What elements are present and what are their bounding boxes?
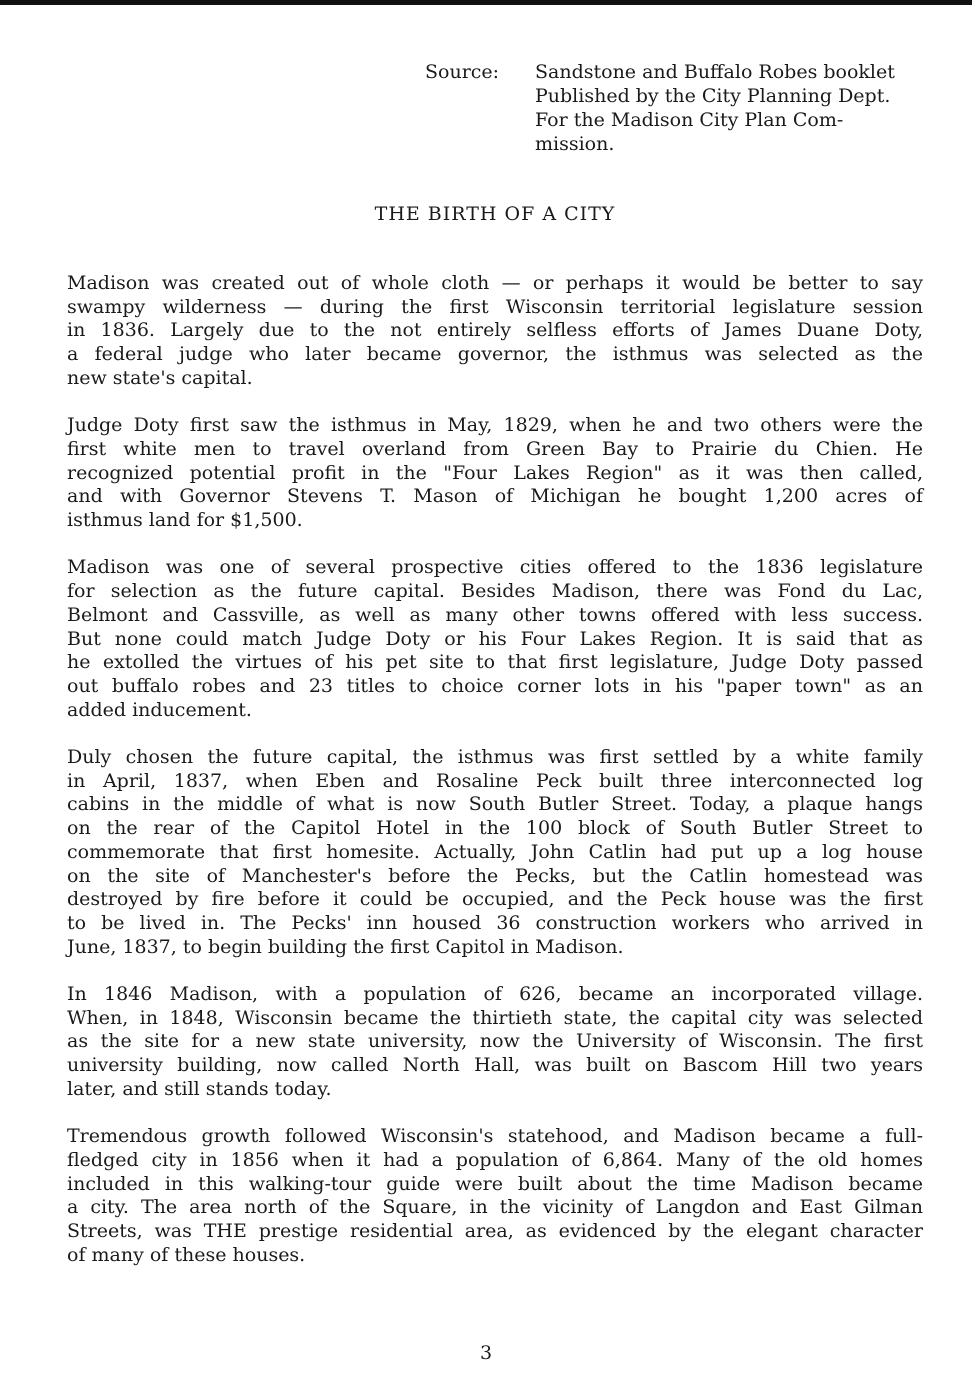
text-line: Madison was created out of whole cloth — or perhaps it would be better to say (67, 272, 923, 294)
text-line: included in this walking-tour guide were built about the time Madison became (67, 1172, 923, 1195)
text-line: for selection as the future capital. Besides Madison, there was Fond du Lac, (67, 580, 923, 603)
text-line: When, in 1848, Wisconsin became the thirtieth state, the capital city was selected (67, 1006, 923, 1029)
text-line: Belmont and Cassville, as well as many other towns offered with less success. (67, 603, 923, 626)
text-line: commemorate that first homesite. Actually, John Catlin had put up a log house (67, 840, 923, 863)
text-line: a city. The area north of the Square, in the vicinity of Langdon and East Gilman (67, 1196, 923, 1219)
source-line: For the Madison City Plan Com- (535, 109, 844, 131)
text-line: fledged city in 1856 when it had a population of 6,864. Many of the old homes (67, 1148, 923, 1171)
source-line: Published by the City Planning Dept. (535, 85, 891, 107)
text-line: to be lived in. The Pecks' inn housed 36 construction workers who arrived in (67, 911, 923, 934)
text-line: first white men to travel overland from Green Bay to Prairie du Chien. He (67, 437, 923, 460)
source-line: mission. (535, 133, 615, 155)
text-line: recognized potential profit in the "Four Lakes Region" as it was then called, (67, 461, 923, 484)
source-line: Sandstone and Buffalo Robes booklet (535, 61, 895, 83)
text-line: in April, 1837, when Eben and Rosaline Peck built three interconnected log (67, 769, 923, 792)
text-line: of many of these houses. (67, 1243, 306, 1266)
document-body (67, 272, 923, 1291)
text-line: on the rear of the Capitol Hotel in the 100 block of South Butler Street to (67, 817, 923, 840)
text-line: swampy wilderness — during the first Wisconsin territorial legislature session (67, 295, 923, 318)
text-line: out buffalo robes and 23 titles to choice corner lots in his "paper town" as an (67, 674, 923, 697)
paragraph (67, 414, 923, 533)
source-citation (535, 60, 923, 156)
text-line: isthmus land for $1,500. (67, 509, 303, 532)
paragraph (67, 1125, 923, 1267)
text-line: and with Governor Stevens T. Mason of Michigan he bought 1,200 acres of (67, 485, 923, 508)
text-line: in 1836. Largely due to the not entirely selfless efforts of James Duane Doty, (67, 319, 923, 342)
text-line: Madison was one of several prospective cities offered to the 1836 legislature (67, 556, 923, 579)
text-line: he extolled the virtues of his pet site to that first legislature, Judge Doty passed (67, 651, 923, 674)
text-line: added inducement. (67, 698, 252, 721)
paragraph (67, 983, 923, 1102)
text-line: on the site of Manchester's before the Pecks, but the Catlin homestead was (67, 864, 923, 887)
document-title: THE BIRTH OF A CITY (374, 203, 616, 225)
text-line: university building, now called North Hall, was built on Bascom Hill two years (67, 1054, 923, 1077)
text-line: a federal judge who later became governor, the isthmus was selected as the (67, 343, 923, 366)
text-line: as the site for a new state university, now the University of Wisconsin. The first (67, 1030, 923, 1053)
text-line: Tremendous growth followed Wisconsin's statehood, and Madison became a full- (67, 1125, 923, 1148)
paragraph (67, 556, 923, 722)
text-line: Duly chosen the future capital, the isthmus was first settled by a white family (67, 746, 923, 769)
text-line: Judge Doty first saw the isthmus in May, 1829, when he and two others were the (67, 414, 923, 437)
text-line: June, 1837, to begin building the first Capitol in Madison. (67, 935, 624, 958)
text-line: cabins in the middle of what is now South Butler Street. Today, a plaque hangs (67, 793, 923, 816)
paragraph (67, 272, 923, 391)
page-top-border (0, 0, 972, 5)
paragraph (67, 746, 923, 959)
text-line: destroyed by fire before it could be occupied, and the Peck house was the first (67, 888, 923, 911)
text-line: In 1846 Madison, with a population of 626, became an incorporated village. (67, 983, 923, 1006)
source-label: Source: (425, 61, 500, 83)
text-line: later, and still stands today. (67, 1077, 332, 1100)
text-line: Streets, was THE prestige residential area, as evidenced by the elegant character (67, 1220, 923, 1243)
page-number: 3 (479, 1342, 493, 1364)
text-line: new state's capital. (67, 366, 253, 389)
text-line: But none could match Judge Doty or his Four Lakes Region. It is said that as (67, 627, 923, 650)
source-block (425, 60, 923, 156)
